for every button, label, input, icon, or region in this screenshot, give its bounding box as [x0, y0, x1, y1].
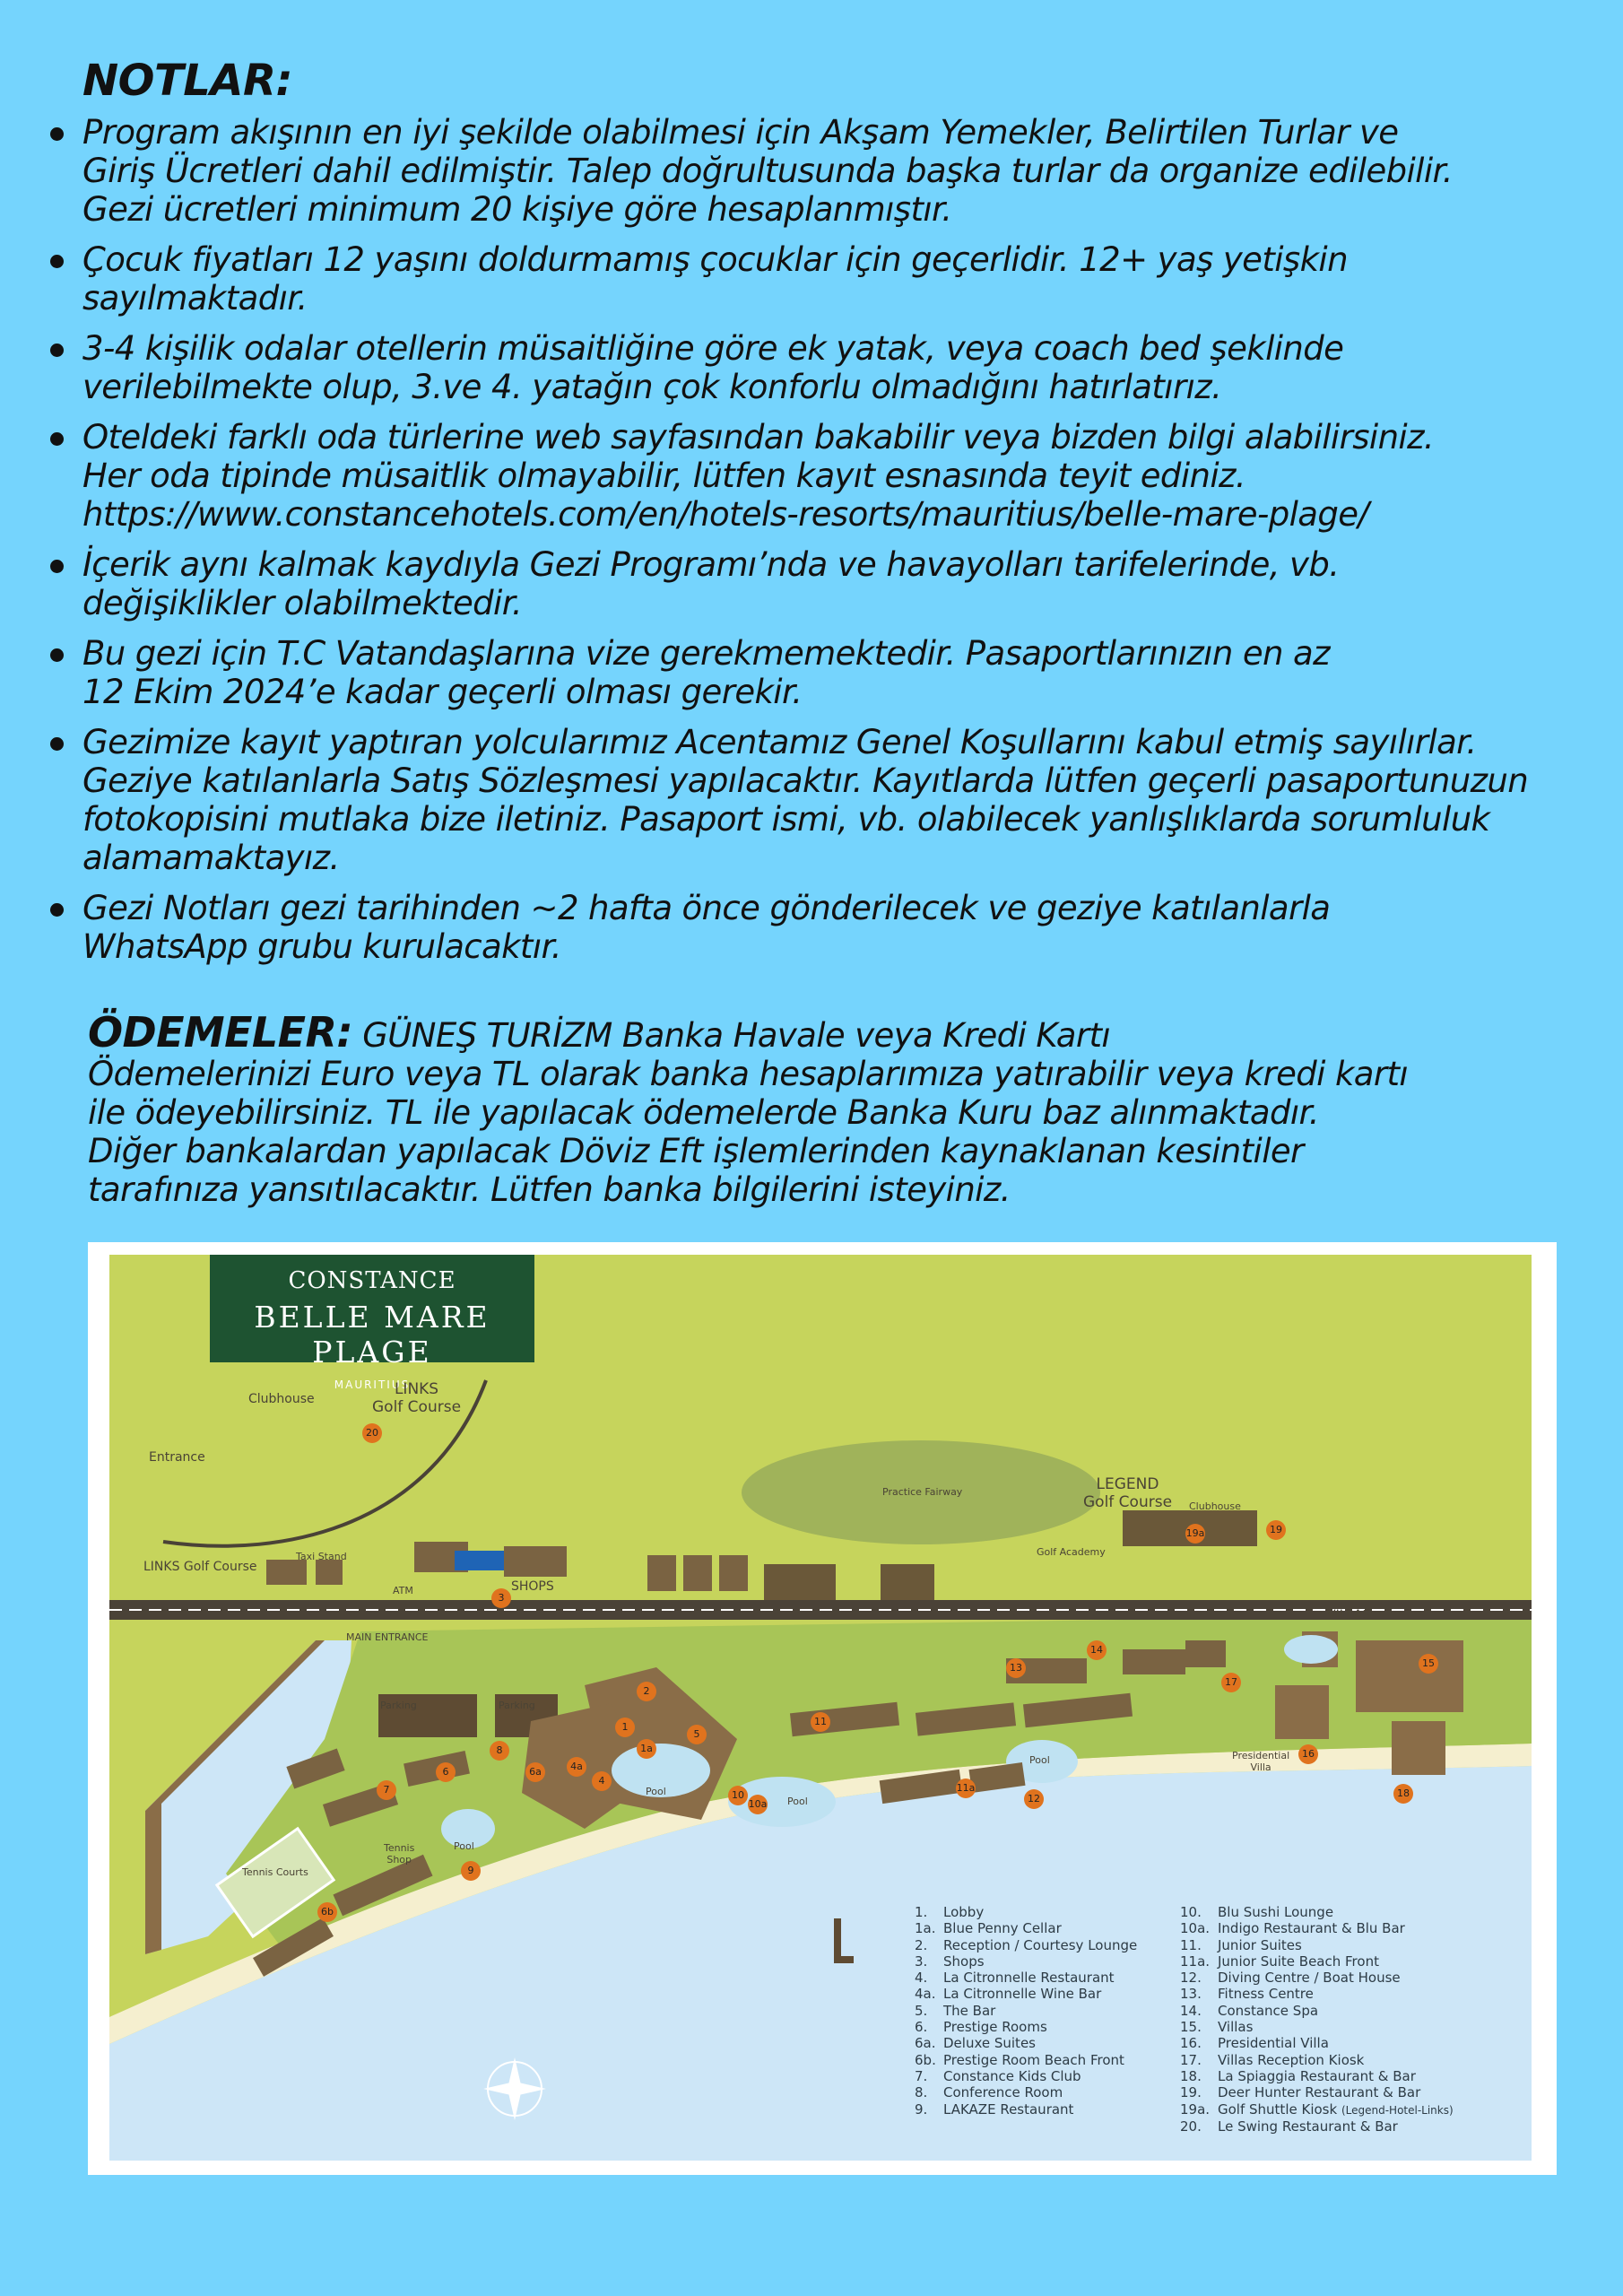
- legend-row: [1180, 1953, 1454, 1970]
- legend-num: 2.: [915, 1936, 928, 1953]
- legend-row: [1180, 2052, 1454, 2068]
- map-pin: 11a: [956, 1779, 976, 1798]
- legend-num: 12.: [1180, 1970, 1202, 1987]
- map-pin: 15: [1419, 1654, 1438, 1674]
- label-pool: Pool: [1029, 1754, 1050, 1766]
- legend-row: [1180, 2019, 1454, 2035]
- legend-row: [1180, 2084, 1454, 2100]
- label-legend-golf: [1083, 1475, 1172, 1511]
- map-pin: 6b: [317, 1902, 337, 1922]
- note-line: alamamaktayız.: [82, 839, 340, 877]
- payments-section: [88, 1008, 1612, 1209]
- note-line: Her oda tipinde müsaitlik olmayabilir, lütfen kayıt esnasında teyit ediniz.: [82, 457, 1246, 495]
- legend-num: 20.: [1180, 2118, 1202, 2135]
- legend-row: [915, 2003, 1137, 2019]
- bullet-icon: [50, 127, 64, 141]
- map-pin: 14: [1087, 1640, 1107, 1660]
- legend-num: 1.: [915, 1904, 928, 1920]
- map-pin: 20: [362, 1423, 382, 1443]
- bullet-icon: [50, 255, 64, 268]
- legend-row: [1180, 2035, 1454, 2051]
- legend-text: Villas Reception Kiosk: [1218, 2051, 1365, 2068]
- legend-num: 11.: [1180, 1936, 1202, 1953]
- legend-num: 6.: [915, 2019, 928, 2036]
- note-line: Geziye katılanlarla Satış Sözleşmesi yapılacaktır. Kayıtlarda lütfen geçerli pasaportunuzun: [82, 761, 1529, 800]
- legend-text: Junior Suites: [1218, 1936, 1302, 1953]
- label-tennis-shop-1: Tennis: [384, 1842, 415, 1854]
- label-atm: ATM: [393, 1585, 413, 1596]
- legend-num: 9.: [915, 2100, 928, 2118]
- map-pin: 1: [615, 1718, 635, 1737]
- legend-text: Le Swing Restaurant & Bar: [1218, 2118, 1398, 2135]
- map-pin: 10: [728, 1786, 748, 1805]
- legend-row: [915, 1953, 1137, 1970]
- map-pin: 19: [1266, 1520, 1286, 1540]
- map-pin: 11: [811, 1712, 830, 1732]
- resort-map: [109, 1255, 1532, 2161]
- legend-row: [1180, 1920, 1454, 1936]
- label-presidential: Presidential: [1232, 1750, 1290, 1761]
- label-villa: Villa: [1250, 1761, 1271, 1773]
- label-practice: Practice Fairway: [882, 1486, 963, 1498]
- legend-text: Conference Room: [943, 2084, 1063, 2101]
- legend-text: Blu Sushi Lounge: [1218, 1904, 1334, 1920]
- label-presidential-villa: [1232, 1750, 1289, 1773]
- map-legend-left: [915, 1904, 1137, 2118]
- legend-num: 6b.: [915, 2051, 936, 2068]
- legend-num: 7.: [915, 2067, 928, 2084]
- legend-num: 11a.: [1180, 1952, 1211, 1970]
- legend-note: (Legend-Hotel-Links): [1341, 2103, 1454, 2117]
- legend-row: [915, 1937, 1137, 1953]
- legend-num: 4.: [915, 1970, 928, 1987]
- legend-num: 10.: [1180, 1904, 1202, 1920]
- resort-map-frame: [88, 1242, 1557, 2175]
- note-item: [47, 545, 1616, 622]
- legend-num: 5.: [915, 2002, 928, 2019]
- bullet-icon: [50, 344, 64, 357]
- label-golf-academy: Golf Academy: [1037, 1546, 1106, 1558]
- note-line: Çocuk fiyatları 12 yaşını doldurmamış çocuklar için geçerlidir. 12+ yaş yetişkin: [82, 240, 1348, 279]
- label-entrance: Entrance: [149, 1450, 205, 1465]
- legend-text: Fitness Centre: [1218, 1986, 1314, 2003]
- legend-text: La Citronnelle Wine Bar: [943, 1986, 1102, 2003]
- note-item: [47, 329, 1616, 406]
- legend-text: Deer Hunter Restaurant & Bar: [1218, 2084, 1421, 2101]
- legend-num: 15.: [1180, 2019, 1202, 2036]
- payments-heading-rest: GÜNEŞ TURİZM Banka Havale veya Kredi Kartı: [352, 1016, 1111, 1055]
- bullet-icon: [50, 560, 64, 573]
- legend-num: 8.: [915, 2084, 928, 2101]
- notes-title: NOTLAR:: [82, 56, 293, 106]
- legend-num: 3.: [915, 1952, 928, 1970]
- note-item: [47, 723, 1616, 877]
- legend-num: 4a.: [915, 1986, 936, 2003]
- legend-num: 10a.: [1180, 1920, 1211, 1937]
- note-line: 12 Ekim 2024’e kadar geçerli olması gerekir.: [82, 673, 803, 711]
- legend-text: Indigo Restaurant & Blu Bar: [1218, 1920, 1405, 1937]
- note-line: Gezi ücretleri minimum 20 kişiye göre hesaplanmıştır.: [82, 190, 952, 229]
- legend-row: [915, 1904, 1137, 1920]
- legend-row: [1180, 2003, 1454, 2019]
- payments-line: Diğer bankalardan yapılacak Döviz Eft işlemlerinden kaynaklanan kesintiler: [88, 1132, 1304, 1170]
- note-line: değişiklikler olabilmektedir.: [82, 584, 523, 622]
- payments-line: ile ödeyebilirsiniz. TL ile yapılacak ödemelerde Banka Kuru baz alınmaktadır.: [88, 1093, 1319, 1132]
- note-line: Bu gezi için T.C Vatandaşlarına vize gerekmemektedir. Pasaportlarınızın en az: [82, 634, 1330, 673]
- bullet-icon: [50, 432, 64, 446]
- note-line: Oteldeki farklı oda türlerine web sayfasından bakabilir veya bizden bilgi alabilirsiniz.: [82, 418, 1435, 457]
- legend-text: Constance Kids Club: [943, 2067, 1081, 2084]
- legend-row: [915, 1970, 1137, 1986]
- legend-num: 14.: [1180, 2002, 1202, 2019]
- legend-row: [1180, 1937, 1454, 1953]
- legend-row: [915, 2019, 1137, 2035]
- map-pin: 7: [377, 1780, 396, 1800]
- payments-line: tarafınıza yansıtılacaktır. Lütfen banka bilgilerini isteyiniz.: [88, 1170, 1011, 1209]
- bullet-icon: [50, 737, 64, 751]
- note-line: sayılmaktadır.: [82, 279, 308, 317]
- map-pin: 6a: [525, 1762, 545, 1782]
- note-item: [47, 634, 1616, 711]
- legend-text: Blue Penny Cellar: [943, 1920, 1062, 1937]
- legend-row: [1180, 1904, 1454, 1920]
- label-tennis-shop: [384, 1842, 414, 1866]
- legend-row: [915, 1986, 1137, 2002]
- legend-text: Constance Spa: [1218, 2002, 1319, 2019]
- map-pin: 6: [436, 1762, 456, 1782]
- notes-list: [47, 113, 1616, 978]
- note-line: Program akışının en iyi şekilde olabilmesi için Akşam Yemekler, Belirtilen Turlar ve: [82, 113, 1399, 152]
- label-parking: Parking: [499, 1700, 535, 1711]
- payments-heading: ÖDEMELER:: [88, 1008, 353, 1057]
- legend-row: [915, 2101, 1137, 2118]
- label-pool: Pool: [454, 1840, 474, 1852]
- map-pin: 10a: [748, 1795, 768, 1814]
- legend-row: [1180, 2101, 1454, 2118]
- label-legend-course: Golf Course: [1083, 1493, 1173, 1511]
- label-links-title: LINKS: [394, 1380, 439, 1398]
- map-pin: 12: [1024, 1789, 1044, 1809]
- map-pin: 5: [687, 1725, 707, 1744]
- map-pin: 18: [1393, 1784, 1413, 1804]
- legend-text: The Bar: [943, 2002, 996, 2019]
- legend-text: LAKAZE Restaurant: [943, 2100, 1074, 2118]
- label-pool: Pool: [787, 1796, 808, 1807]
- label-pool: Pool: [646, 1786, 666, 1797]
- note-item: [47, 240, 1616, 317]
- map-pin: 19a: [1185, 1524, 1205, 1544]
- note-item: [47, 113, 1616, 229]
- label-tennis-shop-2: Shop: [386, 1854, 412, 1866]
- label-legend-title: LEGEND: [1096, 1475, 1159, 1493]
- note-line: Gezi Notları gezi tarihinden ~2 hafta önce gönderilecek ve geziye katılanlarla: [82, 889, 1331, 927]
- map-pin: 1a: [637, 1739, 656, 1759]
- map-pin: 16: [1298, 1744, 1318, 1764]
- legend-row: [1180, 2118, 1454, 2135]
- legend-row: [1180, 1970, 1454, 1986]
- legend-text: Deluxe Suites: [943, 2035, 1036, 2052]
- legend-text: Diving Centre / Boat House: [1218, 1970, 1401, 1987]
- legend-row: [915, 1920, 1137, 1936]
- legend-text: Golf Shuttle Kiosk: [1218, 2100, 1338, 2118]
- legend-text: Reception / Courtesy Lounge: [943, 1936, 1138, 1953]
- map-pin: 3: [491, 1588, 511, 1608]
- label-parking: Parking: [380, 1700, 417, 1711]
- legend-text: La Spiaggia Restaurant & Bar: [1218, 2067, 1416, 2084]
- legend-num: 6a.: [915, 2035, 936, 2052]
- legend-text: Shops: [943, 1952, 985, 1970]
- map-pin: 2: [637, 1682, 656, 1701]
- note-line: verilebilmekte olup, 3.ve 4. yatağın çok konforlu olmadığını hatırlatırız.: [82, 368, 1222, 406]
- label-main-entrance: MAIN ENTRANCE: [346, 1631, 429, 1643]
- map-pin: 9: [461, 1861, 481, 1881]
- label-shops: SHOPS: [511, 1579, 554, 1594]
- label-clubhouse-legend: Clubhouse: [1189, 1500, 1241, 1512]
- legend-row: [1180, 1986, 1454, 2002]
- legend-num: 19.: [1180, 2084, 1202, 2101]
- legend-row: [915, 2035, 1137, 2051]
- legend-row: [915, 2084, 1137, 2100]
- legend-row: [915, 2052, 1137, 2068]
- legend-num: 1a.: [915, 1920, 936, 1937]
- note-line: 3-4 kişilik odalar otellerin müsaitliğine göre ek yatak, veya coach bed şeklinde: [82, 329, 1344, 368]
- brand-sub: MAURITIUS: [334, 1378, 411, 1391]
- hotel-url-text: https://www.constancehotels.com/en/hotels-resorts/mauritius/belle-mare-plage/: [82, 495, 1369, 534]
- note-line: İçerik aynı kalmak kaydıyla Gezi Programı’nda ve havayolları tarifelerinde, vb.: [82, 545, 1340, 584]
- map-pin: 4: [592, 1771, 612, 1791]
- payments-line: Ödemelerinizi Euro veya TL olarak banka hesaplarımıza yatırabilir veya kredi kartı: [88, 1055, 1409, 1093]
- note-line: WhatsApp grubu kurulacaktır.: [82, 927, 561, 966]
- legend-num: 18.: [1180, 2067, 1202, 2084]
- legend-num: 19a.: [1180, 2100, 1211, 2118]
- map-legend-right: [1180, 1904, 1454, 2135]
- map-pin: 13: [1006, 1658, 1026, 1678]
- label-links-course: Golf Course: [372, 1398, 462, 1416]
- legend-text: Prestige Rooms: [943, 2019, 1047, 2036]
- map-pin: 4a: [567, 1757, 586, 1777]
- legend-text: Prestige Room Beach Front: [943, 2051, 1124, 2068]
- note-line: Gezimize kayıt yaptıran yolcularımız Acentamız Genel Koşullarını kabul etmiş sayılırlar.: [82, 723, 1477, 761]
- legend-text: Villas: [1218, 2019, 1254, 2036]
- legend-num: 17.: [1180, 2051, 1202, 2068]
- legend-num: 16.: [1180, 2035, 1202, 2052]
- payments-heading-line: [88, 1008, 1612, 1057]
- note-line: Giriş Ücretleri dahil edilmiştir. Talep doğrultusunda başka turlar da organize edilebilir.: [82, 152, 1453, 190]
- label-villas: VILLAS: [1327, 1608, 1371, 1622]
- label-links-arrow: LINKS Golf Course: [143, 1560, 257, 1574]
- label-clubhouse: Clubhouse: [248, 1392, 315, 1406]
- note-item: [47, 889, 1616, 966]
- map-pin: 17: [1221, 1673, 1241, 1692]
- legend-num: 13.: [1180, 1986, 1202, 2003]
- note-item: [47, 418, 1616, 534]
- label-tennis: Tennis Courts: [242, 1866, 308, 1878]
- label-taxi: Taxi Stand: [296, 1551, 347, 1562]
- bullet-icon: [50, 903, 64, 917]
- label-links: [372, 1380, 461, 1416]
- note-line: fotokopisini mutlaka bize iletiniz. Pasaport ismi, vb. olabilecek yanlışlıklarda sorumluluk: [82, 800, 1490, 839]
- legend-text: Junior Suite Beach Front: [1218, 1952, 1379, 1970]
- map-pin: 8: [490, 1741, 509, 1761]
- legend-text: Lobby: [943, 1904, 985, 1920]
- legend-row: [915, 2068, 1137, 2084]
- brand-name: BELLE MARE PLAGE: [254, 1300, 490, 1370]
- bullet-icon: [50, 648, 64, 662]
- legend-row: [1180, 2068, 1454, 2084]
- legend-text: La Citronnelle Restaurant: [943, 1970, 1115, 1987]
- brand-top: CONSTANCE: [288, 1267, 456, 1294]
- legend-text: Presidential Villa: [1218, 2035, 1329, 2052]
